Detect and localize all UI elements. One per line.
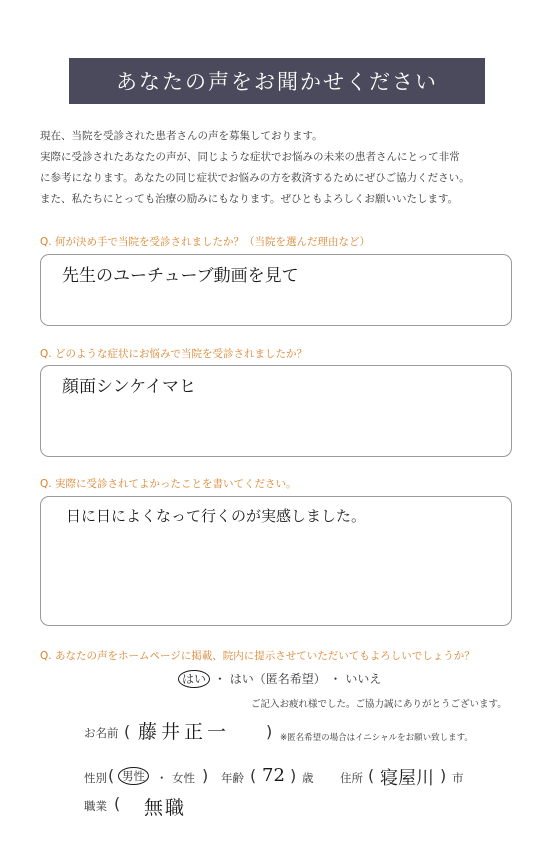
question-1-answer: 先生のユーチューブ動画を見て — [62, 266, 299, 286]
occupation-label: 職業 — [84, 799, 107, 813]
paren-open: ( — [250, 766, 257, 785]
consent-option-anonymous[interactable]: はい（匿名希望） — [229, 672, 326, 686]
address-label: 住所 — [340, 771, 363, 785]
paren-close: ) — [290, 766, 297, 785]
thanks-message: ご記入お疲れ様でした。ご協力誠にありがとうございます。 — [251, 699, 507, 710]
name-label: お名前 — [84, 726, 119, 740]
intro-line: 実際に受診されたあなたの声が、同じような症状でお悩みの未来の患者さんにとって非常 — [40, 151, 460, 163]
intro-line: 現在、当院を受診された患者さんの声を募集しております。 — [40, 130, 323, 142]
intro-paragraph — [40, 126, 520, 210]
page-title: あなたの声をお聞かせください — [116, 70, 438, 94]
gender-option-female[interactable]: 女性 — [172, 771, 195, 785]
paren-open: ( — [114, 794, 121, 813]
gender-label: 性別 — [84, 771, 107, 785]
page-title-banner — [69, 58, 485, 104]
gender-separator: ・ — [156, 771, 168, 785]
paren-close: ) — [266, 722, 273, 741]
intro-line: また、私たちにとっても治療の励みにもなります。ぜひともよろしくお願いいたします。 — [40, 193, 459, 205]
consent-options — [178, 670, 381, 688]
name-value[interactable]: 藤井正一 — [138, 721, 231, 743]
consent-question-label: Q. あなたの声をホームページに掲載、院内に提示させていただいてもよろしいでしょうか？ — [40, 650, 475, 662]
question-2-label: Q. どのような症状にお悩みで当院を受診されましたか？ — [40, 348, 307, 360]
age-value[interactable]: 72 — [262, 765, 285, 786]
age-unit: 歳 — [302, 771, 314, 785]
occupation-value[interactable]: 無職 — [144, 797, 187, 819]
age-label: 年齢 — [221, 771, 244, 785]
paren-open: ( — [108, 766, 115, 785]
consent-option-no[interactable]: いいえ — [345, 672, 382, 686]
question-2-answer: 顔面シンケイマヒ — [62, 377, 197, 397]
address-unit: 市 — [452, 771, 464, 785]
consent-option-yes[interactable]: はい — [178, 670, 210, 688]
question-3-answer: 日に日によくなって行くのが実感しました。 — [66, 507, 367, 525]
address-value[interactable]: 寝屋川 — [380, 768, 434, 789]
paren-open: ( — [124, 722, 131, 741]
consent-separator: ・ — [329, 672, 342, 686]
question-3-label: Q. 実際に受診されてよかったことを書いてください。 — [40, 478, 297, 490]
name-note: ※匿名希望の場合はイニシャルをお願い致します。 — [280, 733, 473, 743]
question-1-label: Q. 何が決め手で当院を受診されましたか？（当院を選んだ理由など） — [40, 236, 370, 248]
gender-option-male[interactable]: 男性 — [118, 767, 149, 785]
intro-line: に参考になります。あなたの同じ症状でお悩みの方を救済するためにぜひご協力ください。 — [40, 172, 470, 184]
paren-close: ) — [202, 766, 209, 785]
paren-open: ( — [368, 766, 375, 785]
paren-close: ) — [440, 766, 447, 785]
consent-separator: ・ — [213, 672, 226, 686]
